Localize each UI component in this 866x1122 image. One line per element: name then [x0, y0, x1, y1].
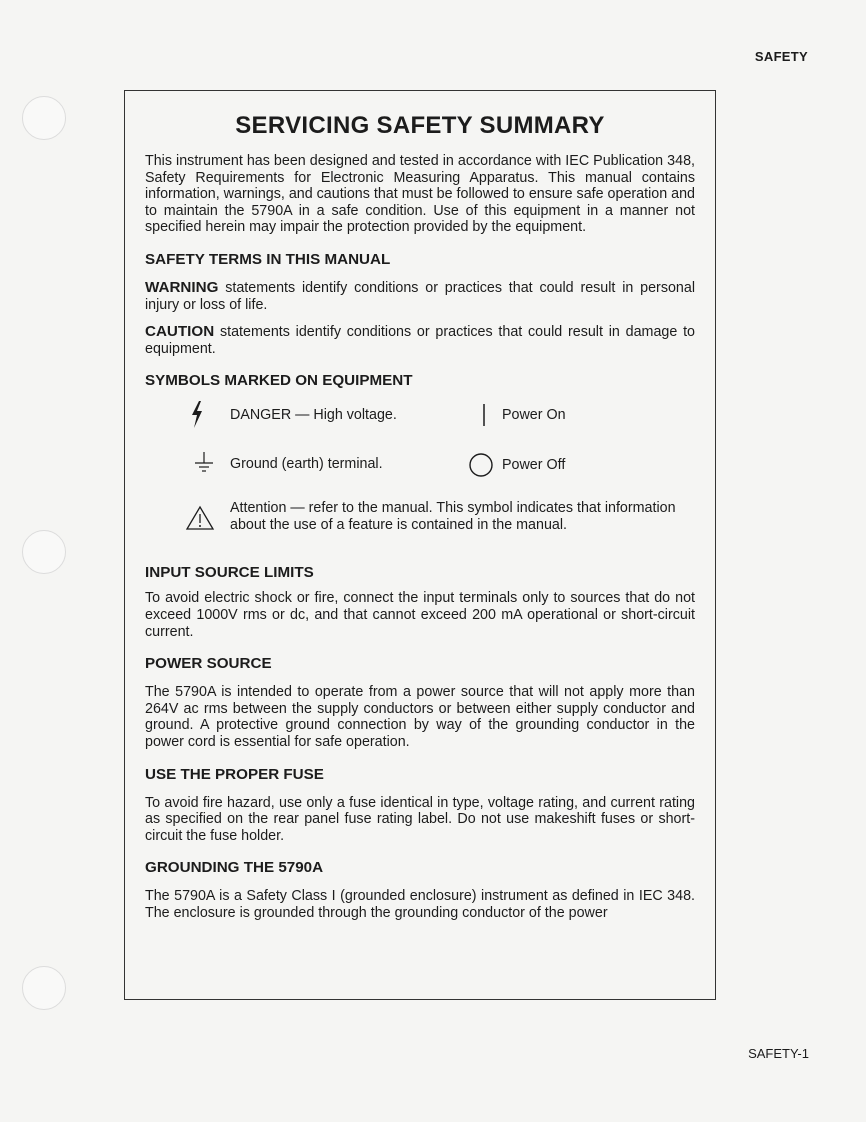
warning-paragraph [145, 280, 695, 313]
symbols-heading: SYMBOLS MARKED ON EQUIPMENT [145, 372, 413, 390]
safety-terms-heading: SAFETY TERMS IN THIS MANUAL [145, 250, 391, 268]
power-source-heading: POWER SOURCE [145, 655, 272, 673]
page-title: SERVICING SAFETY SUMMARY [235, 112, 605, 139]
warning-text: statements identify conditions or practices that could result in personal injury or loss of life. [145, 279, 695, 313]
power-off-icon [468, 452, 494, 478]
fuse-paragraph: To avoid fire hazard, use only a fuse identical in type, voltage rating, and current rating as specified on the rear panel fuse rating label. Do not use makeshift fuses or short-circuit the fuse holder. [145, 794, 695, 844]
danger-label: DANGER — High voltage. [230, 407, 397, 424]
section-header: SAFETY [754, 49, 808, 64]
warning-term: WARNING [145, 278, 219, 296]
fuse-heading: USE THE PROPER FUSE [145, 765, 324, 783]
binder-hole [22, 530, 66, 574]
caution-text: statements identify conditions or practices that could result in damage to equipment. [145, 324, 695, 357]
power-off-label: Power Off [502, 457, 566, 474]
attention-icon [185, 505, 215, 531]
power-on-icon [482, 403, 486, 427]
caution-term: CAUTION [145, 323, 215, 341]
binder-hole [22, 96, 66, 140]
power-on-label: Power On [502, 407, 566, 424]
caution-paragraph [145, 324, 695, 357]
intro-paragraph: This instrument has been designed and tested in accordance with IEC Publication 348, Safety Requirements for Electronic Measuring Apparatus. This manual contains information, warnings, and cautions that must be followed to ensure safe operation and to maintain the 5790A in a safe condition. Use of this equipment in a manner not specified herein may impair the protection provided by the equipment. [145, 153, 695, 236]
page-number: SAFETY-1 [748, 1046, 809, 1061]
ground-label: Ground (earth) terminal. [230, 456, 383, 473]
summary-content [145, 112, 695, 932]
symbols-grid [145, 398, 695, 564]
high-voltage-icon [189, 400, 205, 430]
input-limits-heading: INPUT SOURCE LIMITS [145, 564, 314, 582]
grounding-heading: GROUNDING THE 5790A [145, 859, 324, 877]
grounding-paragraph: The 5790A is a Safety Class I (grounded enclosure) instrument as defined in IEC 348. The enclosure is grounded through the grounding conductor of the power [145, 888, 695, 921]
input-limits-paragraph: To avoid electric shock or fire, connect the input terminals only to sources that do not exceed 1000V rms or dc, and that cannot exceed 200 mA operational or short-circuit current. [145, 590, 695, 640]
ground-icon [193, 451, 215, 473]
binder-hole [22, 966, 66, 1010]
power-source-paragraph: The 5790A is intended to operate from a power source that will not apply more than 264V ac rms between the supply conductors or between either supply conductor and ground. A protective ground connection by way of the grounding conductor in the power cord is essential for safe operation. [145, 684, 695, 750]
attention-label: Attention — refer to the manual. This symbol indicates that information about the use of a feature is contained in the manual. [230, 500, 676, 533]
